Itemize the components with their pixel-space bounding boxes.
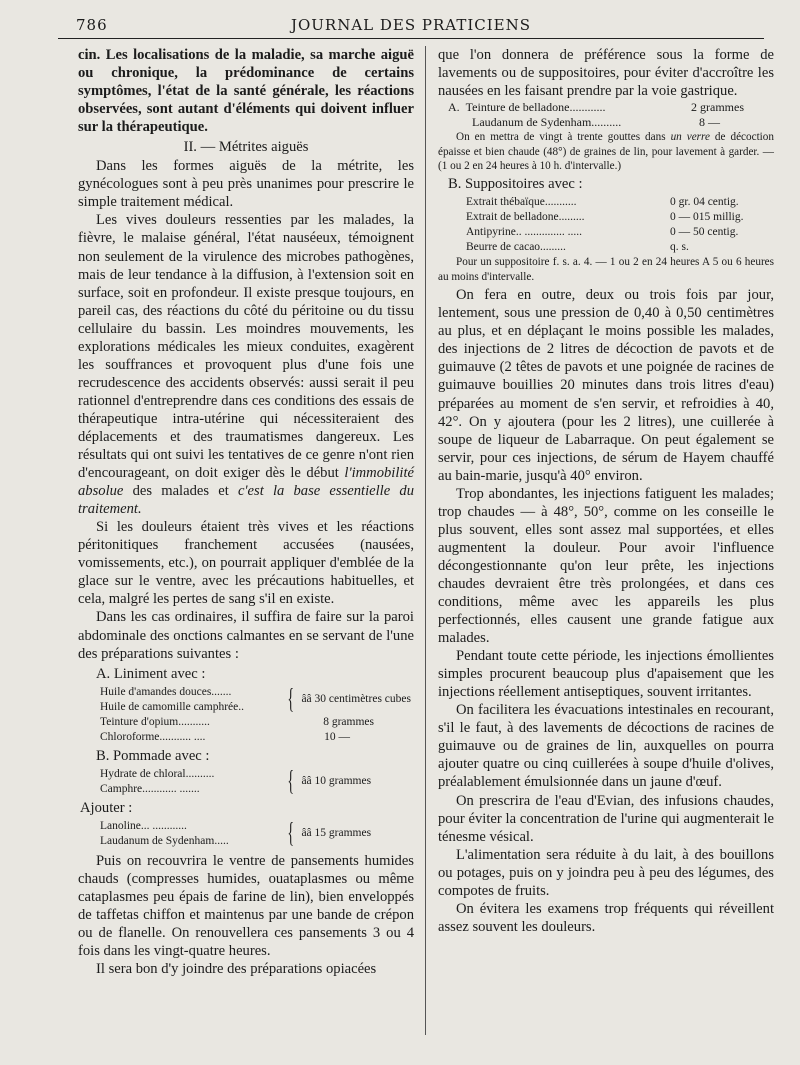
prescription-add: Ajouter : bbox=[80, 799, 133, 816]
paragraph: Puis on recouvrira le ventre de pansements humides chauds (compresses humides, ouataplasmes ou même cataplasmes peu épais de farine de lin), bien enveloppés de taffetas chiffon et maintenus par une bande de crépon ou de flanelle. On renouvellera ces pansements 3 ou 4 fois dans les vingt-quatre heures. bbox=[78, 852, 414, 959]
ingredient-row: Teinture d'opium........... 8 grammes bbox=[100, 715, 374, 728]
prescription-group bbox=[100, 685, 414, 715]
brace: { bbox=[287, 683, 295, 715]
page-number: 786 bbox=[76, 16, 108, 34]
paragraph: que l'on donnera de préférence sous la forme de lavements ou de suppositoires, pour éviter d'accroître les nausées en les faisant prendre par la voie gastrique. bbox=[438, 47, 774, 100]
prescription-title: B. Suppositoires avec : bbox=[448, 176, 583, 193]
ingredient-row: Chloroforme........... .... 10 — bbox=[100, 730, 350, 743]
prescription-title: B. Pommade avec : bbox=[96, 747, 210, 764]
dose: ââ 30 centimètres cubes bbox=[301, 693, 411, 706]
ingredient: Camphre............ ....... bbox=[100, 782, 200, 795]
prescription-title: A. Liniment avec : bbox=[96, 665, 206, 682]
paragraph: L'alimentation sera réduite à du lait, à des bouillons ou potages, puis on y joindra peu à peu des légumes, des compotes de fruits. bbox=[438, 846, 774, 899]
dose: ââ 10 grammes bbox=[301, 775, 372, 788]
section-heading: II. — Métrites aiguës bbox=[183, 139, 309, 156]
ingredient: Huile de camomille camphrée.. bbox=[100, 700, 245, 713]
paragraph: Les vives douleurs ressenties par les malades, la fièvre, le malaise général, l'état nauséeux, témoignent non seulement de la virulence des microbes pathogènes, mais de leur tendance à la diffusion, à l'extension soit en surface, soit en profondeur. Il existe presque toujours, en pareil cas, des réactions du côté du péritoine ou du tissu cellulaire du bassin. Les moindres mouvements, les explorations médicales les mieux conduites, exagèrent les souffrances et provoquent plus d'une fois une recrudescence des accidents observés: aussi serait il peu rationnel d'entreprendre dans ces conditions des essais de thérapeutique intra-utérine qui nécessiteraient des déplacements et des traumatismes dangereux. Les résultats qui ont suivi les tentatives de ce genre n'ont rien d'encourageant, on doit exiger dès le début l'immobilité absolue des malades et c'est la base essentielle du traitement. bbox=[78, 212, 414, 518]
ingredient: Hydrate de chloral.......... bbox=[100, 767, 215, 780]
journal-title: JOURNAL DES PRATICIENS bbox=[290, 16, 532, 34]
brace: { bbox=[287, 765, 295, 797]
ingredient-row: Laudanum de Sydenham.......... 8 — bbox=[472, 115, 720, 130]
paragraph: On évitera les examens trop fréquents qui réveillent assez souvent les douleurs. bbox=[438, 900, 774, 935]
dose: ââ 15 grammes bbox=[301, 827, 372, 840]
column-divider bbox=[425, 46, 426, 1035]
ingredient: Huile d'amandes douces....... bbox=[100, 685, 232, 698]
note: On en mettra de vingt à trente gouttes dans un verre de décoction épaisse et bien chaude (48°) de graines de lin, pour lavement à garder. — (1 ou 2 en 24 heures à 10 h. d'intervalle.) bbox=[438, 131, 774, 172]
intro-paragraph: cin. Les localisations de la maladie, sa marche aiguë ou chronique, la prédominance de certains symptômes, l'état de la santé générale, les réactions observées, sont autant d'éléments qui doivent influer sur la thérapeutique. bbox=[78, 47, 414, 136]
paragraph: Trop abondantes, les injections fatiguent les malades; trop chaudes — à 48°, 50°, comme on les conseille le plus souvent, elles sont assez mal supportées, et elles augmentent la douleur. Pour avoir l'influence décongestionnante qu'on leur prête, les injections chaudes devraient être très prolongées, et dans ces conditions, même avec les appareils les plus perfectionnés, elles causent une grande fatigue aux malades. bbox=[438, 485, 774, 647]
paragraph: On fera en outre, deux ou trois fois par jour, lentement, sous une pression de 0,40 à 0,50 centimètres au plus, et en déplaçant le moins possible les malades, des injections de 2 litres de décoction de pavots et de guimauve (2 têtes de pavots et une poignée de racines de guimauve bouillies 20 minutes dans trois litres d'eau) préparées au moment de s'en servir, et refroidies à 40, 42°. On y ajoutera (pour les 2 litres), une cuillerée à soupe de liqueur de Labarraque. On peut également se servir, pour ces injections, de sérum de Hayem chauffé au bain-marie, jusqu'à 40° environ. bbox=[438, 287, 774, 484]
paragraph: Si les douleurs étaient très vives et les réactions péritonitiques franchement accusées (nausées, vomissements, etc.), on pourrait appliquer d'emblée de la glace sur le ventre, avec les précautions habituelles, et cela, malgré les pertes de sang s'il en existe. bbox=[78, 519, 414, 608]
ingredient-row: Beurre de cacao......... q. s. bbox=[466, 241, 689, 254]
prescription-group bbox=[100, 767, 414, 797]
ingredient-row: Extrait thébaïque........... 0 gr. 04 centig. bbox=[466, 196, 739, 209]
paragraph: Dans les cas ordinaires, il suffira de faire sur la paroi abdominale des onctions calmantes en se servant de l'une des préparations suivantes : bbox=[78, 609, 414, 662]
ingredient-row: Extrait de belladone......... 0 — 015 millig. bbox=[466, 211, 744, 224]
page-header bbox=[58, 12, 764, 36]
right-column bbox=[438, 46, 774, 1035]
paragraph: Il sera bon d'y joindre des préparations opiacées bbox=[96, 961, 377, 978]
paragraph: Pendant toute cette période, les injections émollientes simples procurent beaucoup plus d'apaisement que les injections réellement antiseptiques, souvent irritantes. bbox=[438, 648, 774, 701]
header-rule bbox=[58, 38, 764, 39]
paragraph: On facilitera les évacuations intestinales en recourant, s'il le faut, à des lavements de décoctions de racines de guimauve ou de graines de lin, auxquelles on pourra ajouter quatre ou cinq cuillerées à soupe d'huile d'olives, préalablement émulsionnée dans un jaune d'œuf. bbox=[438, 702, 774, 791]
paragraph: Dans les formes aiguës de la métrite, les gynécologues sont à peu près unanimes pour prescrire le simple traitement médical. bbox=[78, 158, 414, 211]
ingredient-row: Antipyrine.. .............. ..... 0 — 50 centig. bbox=[466, 226, 739, 239]
left-column bbox=[78, 46, 414, 1035]
brace: { bbox=[287, 817, 295, 849]
ingredient: Laudanum de Sydenham..... bbox=[100, 834, 229, 847]
prescription-group bbox=[100, 819, 414, 849]
paragraph: On prescrira de l'eau d'Evian, des infusions chaudes, pour éviter la concentration de l'urine qui augmenterait le ténesme vésical. bbox=[438, 792, 774, 845]
ingredient: Lanoline... ............ bbox=[100, 819, 187, 832]
ingredient-row: A. Teinture de belladone............ 2 grammes bbox=[448, 100, 744, 115]
note: Pour un suppositoire f. s. a. 4. — 1 ou 2 en 24 heures A 5 ou 6 heures au moins d'intervalle. bbox=[438, 256, 774, 283]
